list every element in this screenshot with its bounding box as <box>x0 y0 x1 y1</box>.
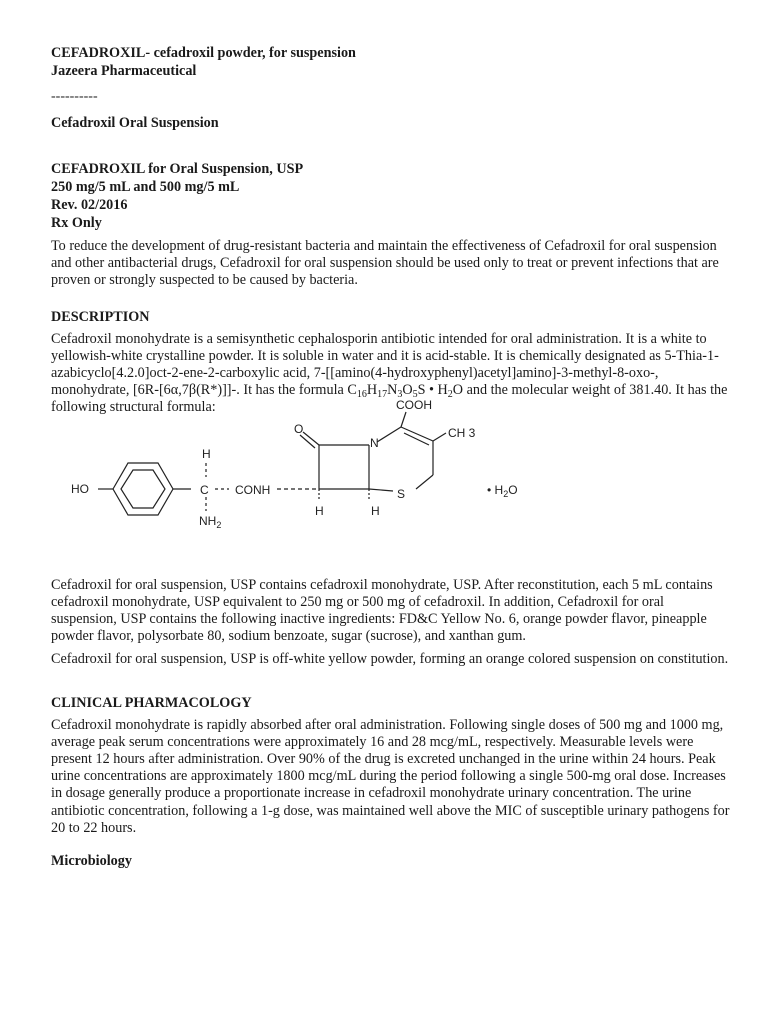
structure-label-water: • $H_2O$ <box>487 482 518 499</box>
manufacturer-name: Jazeera Pharmaceutical <box>51 63 197 79</box>
intro-paragraph: To reduce the development of drug-resistant bacteria and maintain the effectiveness of Cefadroxil for oral suspension and other antibacterial drugs, Cefadroxil for oral suspension should be used only to treat or prevent infections that are proven or strongly suspected to be caused by bacteria. <box>51 238 719 289</box>
clinical-pharmacology-paragraph: Cefadroxil monohydrate is rapidly absorbed after oral administration. Following single doses of 500 mg and 1000 mg, average peak serum concentrations were approximately 16 and 28 mcg/mL, respectively. Measurable levels were present 12 hours after administration. Over 90% of the drug is excreted unchanged in the urine within 24 hours. Peak urine concentrations are approximately 1800 mcg/mL during the period following a single 500-mg oral dose. Increases in dosage generally produce a proportionate increase in cefadroxil monohydrate urinary concentration. The urine antibiotic concentration, following a 1-g dose, was maintained well above the MIC of susceptible urinary pathogens for 20 to 22 hours. <box>51 716 730 836</box>
product-strength: 250 mg/5 mL and 500 mg/5 mL <box>51 179 240 195</box>
structure-label-n: N <box>370 435 379 450</box>
benzene-ring <box>113 463 173 515</box>
structure-label-ch3: CH 3 <box>448 425 476 440</box>
structural-formula-drawing <box>51 397 731 567</box>
clinical-pharmacology-heading: CLINICAL PHARMACOLOGY <box>51 694 252 711</box>
structure-label-nh2: $NH_2$ <box>199 513 222 530</box>
description-paragraph: Cefadroxil monohydrate is a semisynthetic cephalosporin antibiotic intended for oral administration. It is a white to yellowish-white crystalline powder. It is soluble in water and it is acid-stable. It is chemically designated as 5-Thia-1-azabicyclo[4.2.0]oct-2-ene-2-carboxylic acid, 7-[[amino(4-hydroxyphenyl)acetyl]amino]-3-methyl-8-oxo-, monohydrate, [6R-[6α,7β(R*)]]-. It has the formula $C_{16}H_{17}N_3O_5S$ • $H_2O$ and the molecular weight of 381.40. It has the following structural formula: <box>51 330 728 416</box>
structure-label-h-top: H <box>202 446 211 461</box>
product-title: Cefadroxil Oral Suspension <box>51 115 219 131</box>
structure-label-c: C <box>200 482 209 497</box>
benzene-inner-ring <box>121 470 165 508</box>
microbiology-heading: Microbiology <box>51 853 132 870</box>
structure-label-ho: HO <box>71 481 89 496</box>
rx-only-label: Rx Only <box>51 215 102 231</box>
composition-paragraph: Cefadroxil for oral suspension, USP contains cefadroxil monohydrate, USP. After reconstitution, each 5 mL contains cefadroxil monohydrate, USP equivalent to 250 mg or 500 mg of cefadroxil. In addition, Cefadroxil for oral suspension, USP contains the following inactive ingredients: FD&C Yellow No. 6, orange powder flavor, pineapple powder flavor, polysorbate 80, sodium benzoate, sugar (sucrose), and xanthan gum. <box>51 576 713 645</box>
structural-formula <box>51 397 731 567</box>
structure-label-h-left: H <box>315 503 324 518</box>
structure-label-cooh: COOH <box>396 397 432 412</box>
product-name: CEFADROXIL for Oral Suspension, USP <box>51 161 304 177</box>
separator-line: ---------- <box>51 89 98 104</box>
product-block <box>51 160 731 232</box>
appearance-paragraph: Cefadroxil for oral suspension, USP is off-white yellow powder, forming an orange colored suspension on constitution. <box>51 651 729 668</box>
structure-label-conh: CONH <box>235 482 271 497</box>
molecular-formula: $C_{16}H_{17}N_3O_5S$ • $H_2O$ <box>347 382 464 401</box>
structure-label-h-right: H <box>371 503 380 518</box>
structure-label-oxo: O <box>294 421 304 436</box>
structure-label-s: S <box>397 486 406 501</box>
description-heading: DESCRIPTION <box>51 308 150 325</box>
document-page <box>51 44 731 870</box>
product-revision: Rev. 02/2016 <box>51 197 128 213</box>
document-title: CEFADROXIL- cefadroxil powder, for suspension <box>51 45 356 61</box>
